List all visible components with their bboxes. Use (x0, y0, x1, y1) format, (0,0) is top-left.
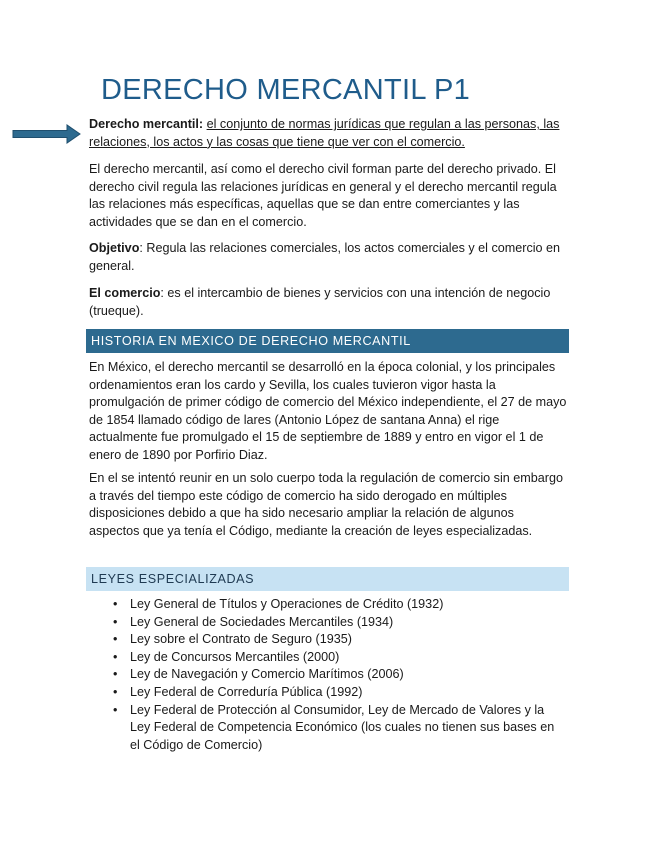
bullet-icon: • (113, 632, 118, 647)
commerce-paragraph (89, 285, 567, 320)
bullet-icon: • (113, 684, 118, 699)
commerce-term: El comercio (89, 286, 161, 300)
laws-list (89, 596, 567, 754)
page-title: DERECHO MERCANTIL P1 (101, 74, 471, 106)
definition-text: el conjunto de normas jurídicas que regulan a las personas, las relaciones, los actos y las cosas que tiene que ver con el comercio. (89, 117, 560, 149)
list-item: • Ley de Concursos Mercantiles (2000) (89, 649, 567, 667)
laws-section-heading: LEYES ESPECIALIZADAS (86, 567, 569, 591)
bullet-icon: • (113, 667, 118, 682)
intro-paragraph: El derecho mercantil, así como el derecho civil forman parte del derecho privado. El derecho civil regula las relaciones jurídicas en general y el derecho mercantil regula las relaciones más específicas, aquellas que se dan entre comerciantes y las actividades que se dan en el comercio. (89, 162, 557, 229)
commerce-text: : es el intercambio de bienes y servicios con una intención de negocio (trueque). (89, 286, 551, 318)
list-item: • Ley Federal de Correduría Pública (1992) (89, 684, 567, 702)
bullet-icon: • (113, 614, 118, 629)
objective-term: Objetivo (89, 241, 140, 255)
bullet-icon: • (113, 649, 118, 664)
list-item: • Ley Federal de Protección al Consumidor, Ley de Mercado de Valores y la Ley Federal de Competencia Económico (los cuales no tienen sus bases en el Código de Comercio) (113, 702, 555, 752)
definition-term: Derecho mercantil: (89, 117, 204, 131)
list-item: • Ley General de Títulos y Operaciones de Crédito (1932) (89, 596, 567, 614)
objective-paragraph (89, 240, 567, 275)
history-section-heading: HISTORIA EN MEXICO DE DERECHO MERCANTIL (86, 329, 569, 353)
list-item: • Ley General de Sociedades Mercantiles (1934) (89, 614, 567, 632)
objective-text: : Regula las relaciones comerciales, los actos comerciales y el comercio en general. (89, 241, 561, 273)
right-arrow-icon (12, 123, 82, 145)
bullet-icon: • (113, 597, 118, 611)
list-item: • Ley de Navegación y Comercio Marítimos (2006) (89, 666, 567, 684)
bullet-icon: • (113, 702, 118, 717)
history-paragraph-2: En el se intentó reunir en un solo cuerpo toda la regulación de comercio sin embargo a través del tiempo este código de comercio ha sido derogado en múltiples disposiciones debido a que ha sido necesario ampliar la relación de algunos aspectos que ya tenía el Código, mediante la creación de leyes especializadas. (89, 471, 563, 538)
definition-paragraph (89, 116, 567, 151)
history-paragraph-1: En México, el derecho mercantil se desarrolló en la época colonial, y los principales ordenamientos eran los cardo y Sevilla, los cuales tuvieron vigor hasta la promulgación de primer código de comercio del México independiente, el 27 de mayo de 1854 llamado código de lares (Antonio López de santana Anna) el rige actualmente fue promulgado el 15 de septiembre de 1889 y entro en vigor el 1 de enero de 1890 por Porfirio Diaz. (89, 360, 567, 462)
list-item: • Ley sobre el Contrato de Seguro (1935) (89, 631, 567, 649)
